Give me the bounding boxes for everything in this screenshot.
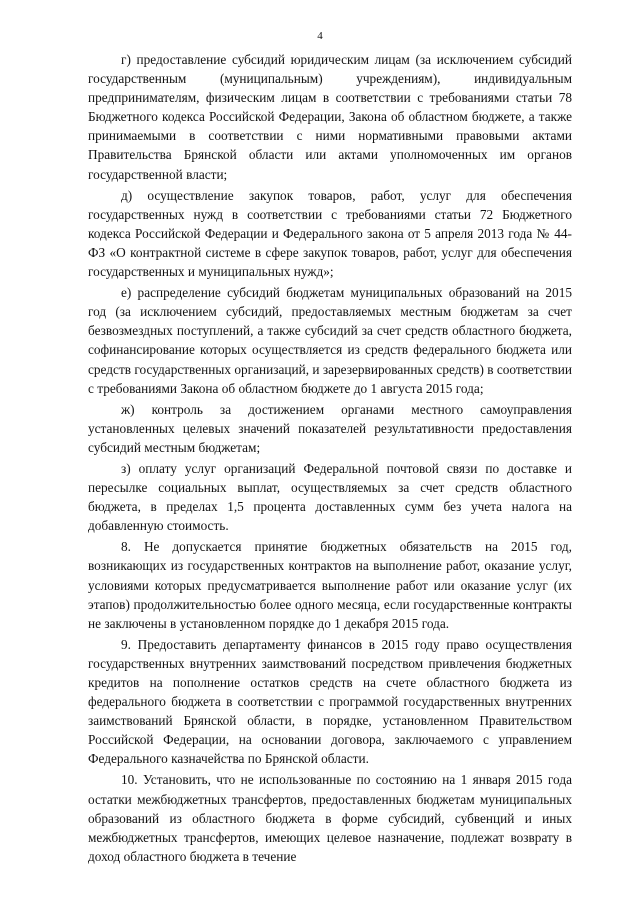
document-body <box>88 50 572 868</box>
paragraph-g: г) предоставление субсидий юридическим лицам (за исключением субсидий государственным (муниципальным) учреждениям), индивидуальным предпринимателям, физическим лицам в соответствии с требованиями статьи 78 Бюджетного кодекса Российской Федерации, Закона об областном бюджете, а также принимаемыми в соответствии с ними нормативными правовыми актами Правительства Брянской области или актами уполномоченных им органов государственной власти; <box>88 52 572 182</box>
paragraph-8: 8. Не допускается принятие бюджетных обязательств на 2015 год, возникающих из государственных контрактов на выполнение работ, оказание услуг, условиями которых предусматривается выполнение работ или оказание услуг (их этапов) продолжительностью более одного месяца, если государственные контракты не заключены в установленном порядке до 1 декабря 2015 года. <box>88 539 572 631</box>
paragraph-10: 10. Установить, что не использованные по состоянию на 1 января 2015 года остатки межбюджетных трансфертов, предоставленных бюджетам муниципальных образований из областного бюджета в форме субсидий, субвенций и иных межбюджетных трансфертов, имеющих целевое назначение, подлежат возврату в доход областного бюджета в течение <box>88 772 572 864</box>
page-number: 4 <box>317 30 323 42</box>
paragraph-9: 9. Предоставить департаменту финансов в 2015 году право осуществления государственных внутренних заимствований посредством привлечения бюджетных кредитов на пополнение остатков средств на счете областного бюджета из федерального бюджета в соответствии с программой государственных внутренних заимствований Брянской области, в порядке, установленном Правительством Российской Федерации, на основании договора, заключаемого с управлением Федерального казначейства по Брянской области. <box>88 636 572 767</box>
paragraph-d: д) осуществление закупок товаров, работ, услуг для обеспечения государственных нужд в соответствии с требованиями статьи 72 Бюджетного кодекса Российской Федерации и Федерального закона от 5 апреля 2013 года № 44-ФЗ «О контрактной системе в сфере закупок товаров, работ, услуг для обеспечения государственных и муниципальных нужд»; <box>88 187 572 280</box>
paragraph-z: з) оплату услуг организаций Федеральной почтовой связи по доставке и пересылке социальных выплат, осуществляемых за счет средств областного бюджета, в пределах 1,5 процента доставленных сумм без учета налога на добавленную стоимость. <box>88 460 572 534</box>
paragraph-e: е) распределение субсидий бюджетам муниципальных образований на 2015 год (за исключением субсидий, предоставляемых местным бюджетам за счет безвозмездных поступлений, а также субсидий за счет средств областного бюджета, софинансирование которых осуществляется из средств федерального бюджета или средств государственных организаций, и зарезервированных средств) в соответствии с требованиями Закона об областном бюджете до 1 августа 2015 года; <box>88 285 572 396</box>
paragraph-zh: ж) контроль за достижением органами местного самоуправления установленных целевых значений показателей результативности предоставления субсидий местным бюджетам; <box>88 401 572 455</box>
